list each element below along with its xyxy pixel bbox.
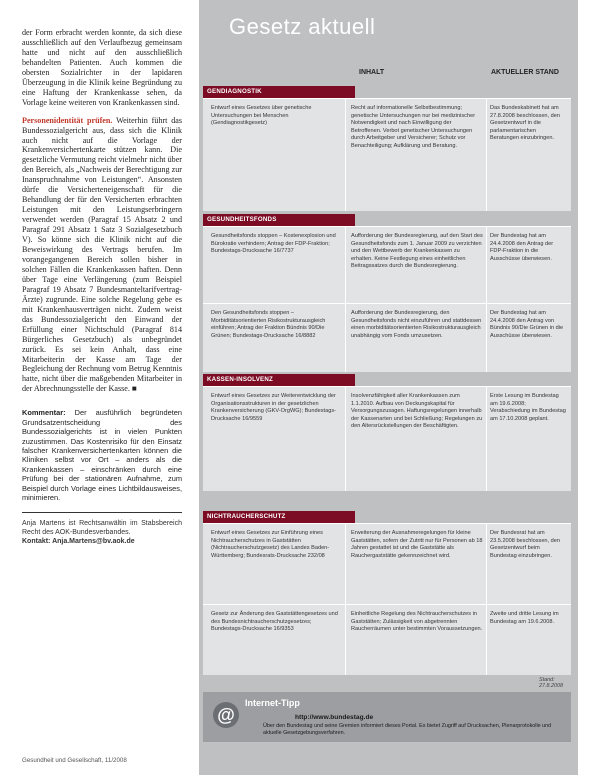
section-header-gesundheitsfonds: GESUNDHEITSFONDS bbox=[203, 214, 355, 226]
row-status: Der Bundestag hat am 24.4.2008 den Antrag der FDP-Fraktion in die Ausschüsse überwiesen. bbox=[490, 233, 554, 262]
author-info: Anja Martens ist Rechtsanwältin im Stabsbereich Recht des AOK-Bundesverbandes. bbox=[22, 520, 182, 537]
tip-link[interactable]: http://www.bundestag.de bbox=[295, 714, 374, 721]
table-row bbox=[203, 303, 571, 372]
row-status: Zweite und dritte Lesung im Bundestag am 19.6.2008. bbox=[490, 611, 559, 625]
row-subject: Entwurf eines Gesetzes zur Einführung eines Nichtraucherschutzes in Gaststätten (Nichtraucherschutzgesetz) des Landes Baden-Württemberg; Bundesrats-Drucksache 232/08 bbox=[211, 530, 330, 559]
page-footer: Gesundheit und Gesellschaft, 11/2008 bbox=[22, 757, 127, 764]
table-row bbox=[203, 386, 571, 491]
comment-label: Kommentar: bbox=[22, 408, 66, 418]
article-left-column bbox=[22, 28, 182, 546]
article-paragraph: der Form erbracht werden konnte, da sich diese ausschließlich auf den Verlaufbezug gemeinsam hatte und nicht auf den ausschließlich behandelten Patienten. Auch kommen die obersten Sozialrichter in der lapidaren Überzeugung in die Klinik keine Begründung zu eine Haftung der Krankenkasse sehen, da Vorlage keine weiteren von Krankenkassen sind. bbox=[22, 28, 182, 107]
article-paragraph bbox=[22, 116, 182, 395]
row-content: Erweiterung der Ausnahmeregelungen für kleine Gaststätten, sofern der Zutritt nur für Personen ab 18 Jahren gestattet ist und die Gaststätte als Rauchergaststätte gekennzeichnet wird. bbox=[351, 530, 483, 559]
row-content: Aufforderung der Bundesregierung, den Gesundheitsfonds nicht einzuführen und stattdessen einen morbiditätsorientierten Risikostrukturausgleich unabhängig vom Fonds umzusetzen. bbox=[351, 310, 482, 339]
at-sign-icon: @ bbox=[213, 702, 239, 728]
row-status: Der Bundesrat hat am 23.5.2008 beschlossen, den Gesetzentwurf beim Bundestag einzubringen. bbox=[490, 530, 560, 559]
law-update-panel bbox=[199, 0, 578, 775]
internet-tip-box bbox=[203, 692, 571, 742]
row-status: Das Bundeskabinett hat am 27.8.2008 beschlossen, den Gesetzentwurf in die parlamentarischen Beratungen einzubringen. bbox=[490, 105, 560, 142]
column-header-stand: AKTUELLER STAND bbox=[491, 69, 559, 76]
section-header-kassen-insolvenz: KASSEN-INSOLVENZ bbox=[203, 374, 355, 386]
stand-date: Stand: 27.8.2008 bbox=[539, 677, 563, 689]
table-row bbox=[203, 98, 571, 211]
row-content: Aufforderung der Bundesregierung, auf den Start des Gesundheitsfonds zum 1. Januar 2009 zu verzichten und den Wettbewerb der Krankenkassen zu erhalten. Keine Festlegung eines einheitlichen Beitragssatzes durch die Bundesregierung. bbox=[351, 233, 483, 270]
row-status: Erste Lesung im Bundestag am 19.6.2008; Verabschiedung im Bundestag am 17.10.2008 geplant. bbox=[490, 393, 566, 422]
row-content: Recht auf informationelle Selbstbestimmung; genetische Untersuchungen nur bei medizinischer Notwendigkeit und nach Einwilligung der Betroffenen. Verbot genetischer Untersuchungen durch Arbeitgeber und Versicherer; Schutz vor Benachteiligung; Aufklärung und Beratung. bbox=[351, 105, 476, 149]
paragraph-lead: Personenidentität prüfen. bbox=[22, 115, 113, 125]
column-header-inhalt: INHALT bbox=[359, 69, 385, 76]
row-status: Der Bundestag hat am 24.4.2008 den Antrag von Bündnis 90/Die Grünen in die Ausschüsse überwiesen. bbox=[490, 310, 564, 339]
row-content: Insolvenzfähigkeit aller Krankenkassen zum 1.1.2010. Aufbau von Deckungskapital für Versorgungszusagen. Haftungsregelungen innerhalb der Kassenarten und bei Schließung; Regelungen zu den Altersrückstellungen der Beschäftigten. bbox=[351, 393, 483, 430]
table-row bbox=[203, 523, 571, 604]
row-subject: Den Gesundheitsfonds stoppen – Morbiditätsorientierten Risikostrukturausgleich einführen; Antrag der Fraktion Bündnis 90/Die Grünen; Bundestags-Drucksache 16/8882 bbox=[211, 310, 326, 339]
tip-description: Über den Bundestag und seine Gremien informiert dieses Portal. Es bietet Zugriff auf Drucksachen, Plenarprotokolle und aktuelle Gesetzgebungsverfahren. bbox=[263, 723, 552, 736]
row-subject: Gesundheitsfonds stoppen – Kostenexplosion und Bürokratie verhindern; Antrag der FDP-Fraktion; Bundestags-Drucksache 16/7737 bbox=[211, 233, 336, 255]
author-contact: Kontakt: Anja.Martens@bv.aok.de bbox=[22, 538, 135, 546]
row-subject: Entwurf eines Gesetzes zur Weiterentwicklung der Organisationsstrukturen in der gesetzlichen Krankenversicherung (GKV-OrgWG); Bundestags-Drucksache 16/9559 bbox=[211, 393, 336, 422]
paragraph-body: Weiterhin führt das Bundessozialgericht aus, dass sich die Klinik auch nicht auf die Vorlage der Krankenversichertenkarte stützen kann. Die gesetzliche Vermutung reicht vielmehr nicht über den Bereich, als „Nachweis der Berechtigung zur Inanspruchnahme von Leistungen“. Ansonsten dürfe die Versicherteneigenschaft für die Behandlung der für den Versicherten erbrachten Leistungen mit den Leistungserbringern verwendet werden (Paragraf 15 Absatz 2 und Paragraf 291 Absatz 1 Satz 3 Sozialgesetzbuch V). So könne sich die Klinik nicht auf die Beweiswirkung des Vertrags berufen. Im vorangegangenen Bereich sollen bisher in solchen Fällen die Krankenkassen haften. Denn über Tage eine Verlängerung (zum Beispiel Paragraf 19 Absatz 7 Bundesmanteltarifvertrag-Ärzte) zugrunde. Eine solche Regelung gebe es mit Krankenhausverträgen nicht. Zudem weist das Bundessozialgericht den Einwand der Erfüllung einer Nichtschuld (Paragraf 814 Bürgerliches Gesetzbuch) als unbegründet zurück. Es sei kein Anhalt, dass eine Mitarbeiterin der Kasse am Tage der Begleichung der Rechnung vom Betrug Kenntnis hatte, nicht über die maßgebenden Mitarbeiter in der Abrechnungsstelle der Kasse. ■ bbox=[22, 115, 182, 394]
column-headers bbox=[199, 66, 578, 82]
comment-block bbox=[22, 408, 182, 502]
table-row bbox=[203, 226, 571, 303]
table-row bbox=[203, 604, 571, 675]
comment-text: Der ausführlich begründeten Grundsatzentscheidung des Bundessozialgerichts ist in vielen Punkten zuzustimmen. Das Kostenrisiko für den Einsatz falscher Krankenversichertenkarten können die Kliniken selbst vor Ort – anders als die Krankenkassen – einschränken durch eine Prüfung bei der stationären Aufnahme, zum Beispiel durch Vorlage eines Lichtbildausweises, minimieren. bbox=[22, 408, 182, 502]
panel-title: Gesetz aktuell bbox=[229, 14, 376, 39]
row-content: Einheitliche Regelung des Nichtraucherschutzes in Gaststätten; Zulässigkeit von abgetrennten Raucherräumen unter bestimmten Voraussetzungen. bbox=[351, 611, 483, 633]
tip-title: Internet-Tipp bbox=[245, 698, 300, 708]
row-subject: Entwurf eines Gesetzes über genetische Untersuchungen bei Menschen (Gendiagnostikgesetz) bbox=[211, 105, 312, 127]
row-subject: Gesetz zur Änderung des Gaststättengesetzes und des Bundesnichtraucherschutzgesetzes; Bundestags-Drucksache 16/9353 bbox=[211, 611, 338, 633]
divider bbox=[22, 512, 182, 513]
section-header-gendiagnostik: GENDIAGNOSTIK bbox=[203, 86, 355, 98]
section-header-nichtraucherschutz: NICHTRAUCHERSCHUTZ bbox=[203, 511, 355, 523]
